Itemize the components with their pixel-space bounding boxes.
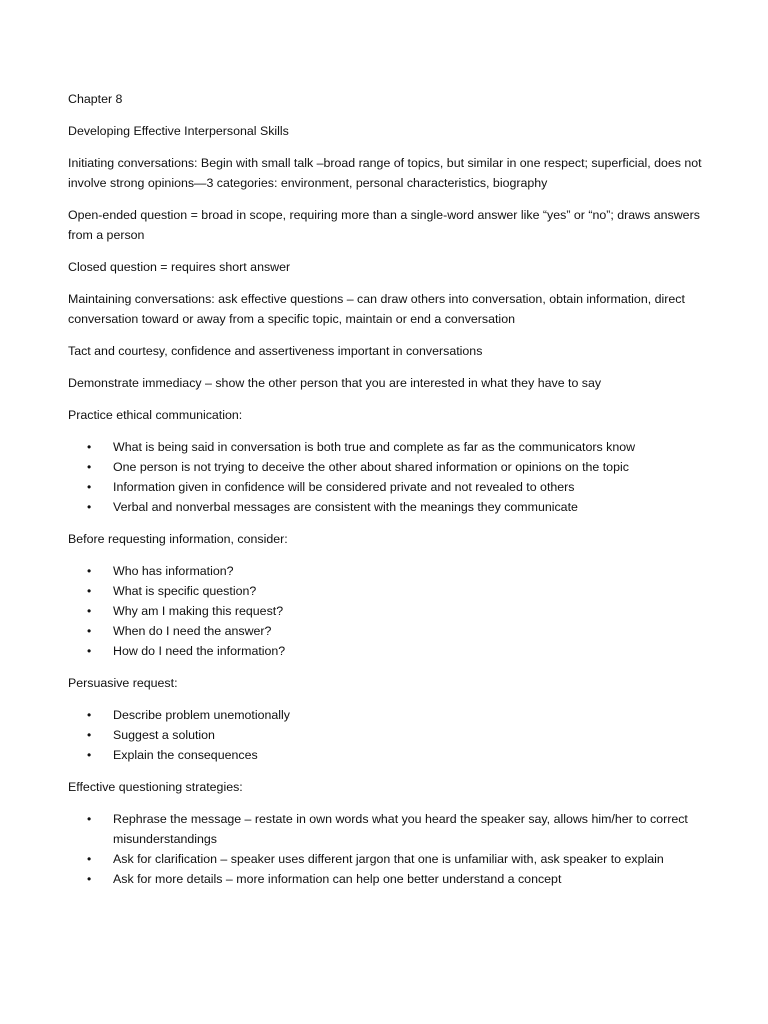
list-item: • What is being said in conversation is both true and complete as far as the communicators know	[68, 437, 718, 457]
bullet-icon: •	[87, 852, 92, 866]
bullet-icon: •	[87, 728, 92, 742]
section-heading-ethical: Practice ethical communication:	[68, 408, 243, 422]
list-ethical	[68, 437, 718, 517]
list-item: • Ask for more details – more information can help one better understand a concept	[68, 869, 718, 889]
list-item: • Ask for clarification – speaker uses different jargon that one is unfamiliar with, ask speaker to explain	[68, 849, 718, 869]
chapter-label: Chapter 8	[68, 92, 123, 106]
list-item: • Verbal and nonverbal messages are consistent with the meanings they communicate	[68, 497, 718, 517]
paragraph-open-ended: Open-ended question = broad in scope, requiring more than a single-word answer like “yes” or “no”; draws answers from a person	[68, 208, 700, 242]
paragraph-closed: Closed question = requires short answer	[68, 260, 291, 274]
list-item: • What is specific question?	[68, 581, 718, 601]
bullet-icon: •	[87, 872, 92, 886]
list-item: • Rephrase the message – restate in own words what you heard the speaker say, allows him/her to correct misunderstandings	[68, 809, 718, 849]
paragraph-tact: Tact and courtesy, confidence and assertiveness important in conversations	[68, 344, 483, 358]
bullet-icon: •	[87, 624, 92, 638]
list-item: • Describe problem unemotionally	[68, 705, 718, 725]
bullet-icon: •	[87, 500, 92, 514]
list-item: • Why am I making this request?	[68, 601, 718, 621]
bullet-icon: •	[87, 440, 92, 454]
bullet-icon: •	[87, 708, 92, 722]
bullet-icon: •	[87, 604, 92, 618]
bullet-icon: •	[87, 644, 92, 658]
page-title: Developing Effective Interpersonal Skills	[68, 124, 289, 138]
list-item: • One person is not trying to deceive the other about shared information or opinions on the topic	[68, 457, 718, 477]
list-item: • Explain the consequences	[68, 745, 718, 765]
paragraph-maintaining: Maintaining conversations: ask effective questions – can draw others into conversation, obtain information, direct conversation toward or away from a specific topic, maintain or end a conversation	[68, 292, 685, 326]
list-persuasive	[68, 705, 718, 765]
paragraph-initiating: Initiating conversations: Begin with small talk –broad range of topics, but similar in one respect; superficial, does not involve strong opinions—3 categories: environment, personal characteristics, biography	[68, 156, 702, 190]
list-item: • Suggest a solution	[68, 725, 718, 745]
paragraph-immediacy: Demonstrate immediacy – show the other person that you are interested in what they have to say	[68, 376, 602, 390]
list-item: • Information given in confidence will be considered private and not revealed to others	[68, 477, 718, 497]
list-requesting	[68, 561, 718, 661]
bullet-icon: •	[87, 748, 92, 762]
section-heading-persuasive: Persuasive request:	[68, 676, 178, 690]
bullet-icon: •	[87, 812, 92, 826]
list-item: • When do I need the answer?	[68, 621, 718, 641]
list-item: • Who has information?	[68, 561, 718, 581]
bullet-icon: •	[87, 584, 92, 598]
section-heading-requesting: Before requesting information, consider:	[68, 532, 288, 546]
bullet-icon: •	[87, 564, 92, 578]
bullet-icon: •	[87, 460, 92, 474]
list-item: • How do I need the information?	[68, 641, 718, 661]
document-body	[68, 89, 718, 889]
bullet-icon: •	[87, 480, 92, 494]
list-questioning	[68, 809, 718, 889]
section-heading-questioning: Effective questioning strategies:	[68, 780, 243, 794]
